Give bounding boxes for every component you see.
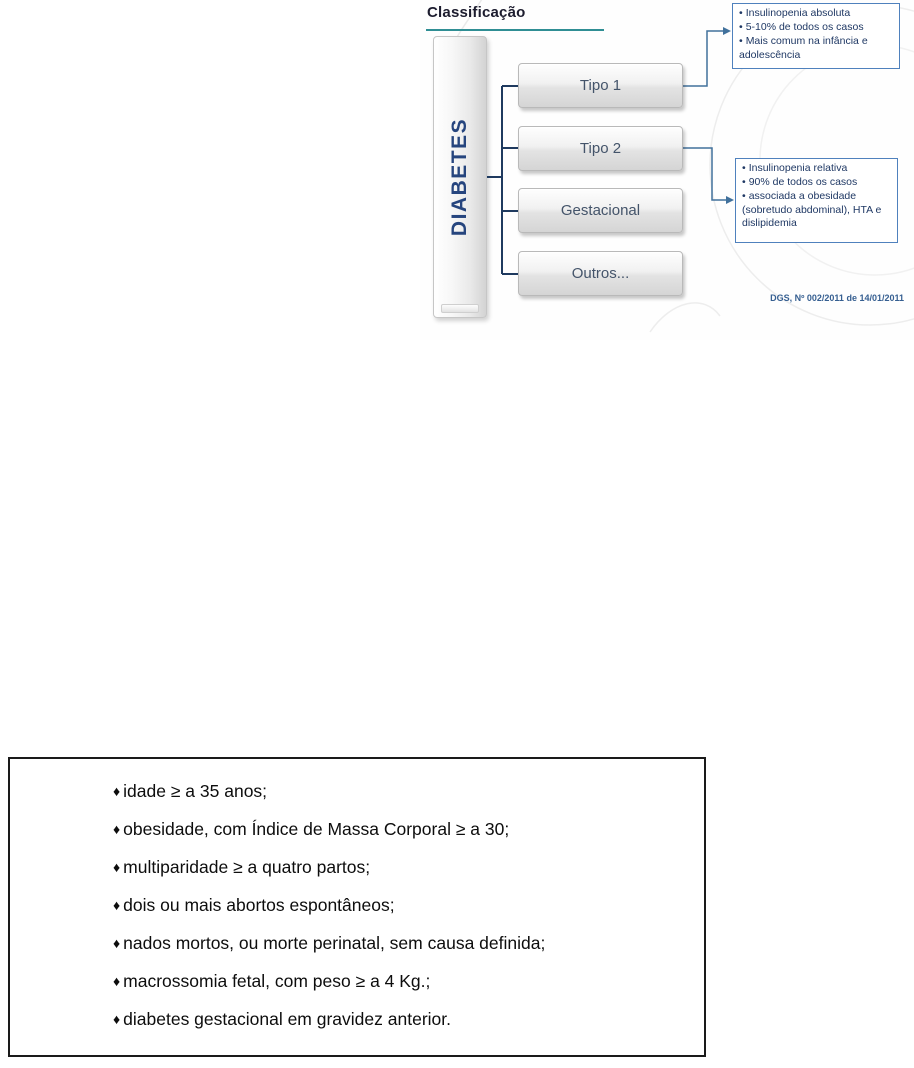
type-node — [518, 63, 683, 108]
list-item — [113, 849, 694, 887]
list-item — [113, 773, 694, 811]
diamond-bullet-icon: ♦ — [113, 897, 121, 913]
root-bar-base-highlight — [441, 304, 479, 313]
type-node — [518, 251, 683, 296]
callout-item — [742, 176, 891, 190]
diamond-bullet-icon: ♦ — [113, 973, 121, 989]
diamond-bullet-icon: ♦ — [113, 1011, 121, 1027]
bullet-dot-icon: • — [742, 189, 746, 202]
diamond-bullet-icon: ♦ — [113, 821, 121, 837]
list-item-text: idade ≥ a 35 anos; — [123, 781, 268, 801]
diamond-bullet-icon: ♦ — [113, 859, 121, 875]
list-item — [113, 925, 694, 963]
diamond-bullet-icon: ♦ — [113, 935, 121, 951]
diamond-bullet-icon: ♦ — [113, 783, 121, 799]
callout-type1-box — [732, 3, 900, 69]
type-node — [518, 126, 683, 171]
callout-item — [742, 162, 891, 176]
slide-title: Classificação — [427, 4, 526, 21]
callout-item-text: Insulinopenia absoluta — [745, 7, 851, 19]
callout-item — [739, 21, 893, 35]
callout-item — [739, 7, 893, 21]
list-item-text: obesidade, com Índice de Massa Corporal ≥ a 30; — [123, 819, 510, 839]
list-item — [113, 1001, 694, 1039]
bullet-dot-icon: • — [742, 162, 746, 174]
classification-slide — [420, 0, 914, 340]
bullet-dot-icon: • — [739, 34, 743, 47]
bullet-dot-icon: • — [739, 7, 743, 19]
list-item — [113, 887, 694, 925]
diabetes-root-label: DIABETES — [448, 117, 471, 237]
type-node-label: Tipo 2 — [579, 139, 622, 157]
title-underline — [426, 29, 604, 31]
list-item-text: diabetes gestacional em gravidez anterior. — [123, 1009, 451, 1029]
list-item-text: macrossomia fetal, com peso ≥ a 4 Kg.; — [123, 971, 431, 991]
callout-item-text: Mais comum na infância e adolescência — [739, 34, 868, 61]
callout-item-text: Insulinopenia relativa — [748, 162, 848, 174]
source-note: DGS, Nº 002/2011 de 14/01/2011 — [770, 293, 904, 303]
diabetes-type-nodes — [518, 63, 683, 296]
callout-item — [739, 35, 893, 63]
callout-item-text: associada a obesidade (sobretudo abdominal), HTA e dislipidemia — [742, 189, 882, 230]
list-item — [113, 811, 694, 849]
list-item — [113, 963, 694, 1001]
callout-item-text: 90% de todos os casos — [748, 175, 858, 188]
bullet-dot-icon: • — [742, 175, 746, 188]
callout-item-text: 5-10% de todos os casos — [745, 20, 864, 33]
list-item-text: nados mortos, ou morte perinatal, sem causa definida; — [123, 933, 546, 953]
bullet-dot-icon: • — [739, 20, 743, 33]
type-node — [518, 188, 683, 233]
risk-factors-box — [8, 757, 706, 1057]
list-item-text: multiparidade ≥ a quatro partos; — [123, 857, 371, 877]
type-node-label: Tipo 1 — [579, 77, 622, 94]
list-item-text: dois ou mais abortos espontâneos; — [123, 895, 395, 915]
risk-factors-list — [113, 773, 694, 1039]
type-node-label: Gestacional — [560, 202, 641, 219]
callout-item — [742, 190, 891, 232]
callout-type2-box — [735, 158, 898, 243]
diabetes-root-bar — [433, 36, 487, 318]
type-node-label: Outros... — [571, 264, 630, 282]
